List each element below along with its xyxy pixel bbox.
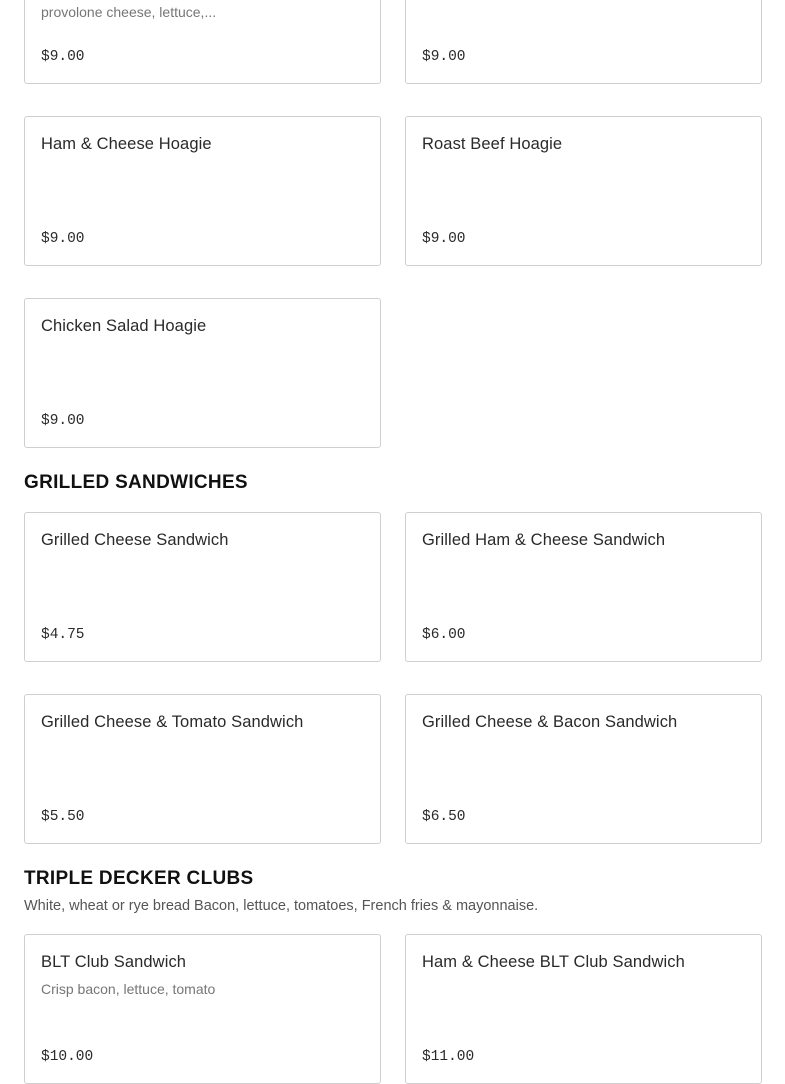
menu-item-price: $6.50	[422, 809, 466, 825]
menu-item-name: Chicken Salad Hoagie	[41, 317, 207, 335]
menu-item-price: $11.00	[422, 1049, 475, 1065]
menu-item-name: Grilled Ham & Cheese Sandwich	[422, 531, 666, 549]
menu-item-name: Roast Beef Hoagie	[422, 135, 563, 153]
menu-item-name: Ham & Cheese BLT Club Sandwich	[422, 953, 685, 971]
menu-item-card[interactable]	[405, 0, 762, 84]
menu-item-price: $6.00	[422, 627, 466, 643]
menu-item-card[interactable]	[24, 694, 381, 844]
menu-item-card[interactable]	[24, 512, 381, 662]
menu-item-name: BLT Club Sandwich	[41, 953, 187, 971]
section-title-triple-decker-clubs: TRIPLE DECKER CLUBS	[24, 868, 254, 889]
menu-item-name: Grilled Cheese Sandwich	[41, 531, 229, 549]
menu-item-card[interactable]	[24, 298, 381, 448]
menu-item-name: Grilled Cheese & Bacon Sandwich	[422, 713, 678, 731]
menu-item-price: $10.00	[41, 1049, 94, 1065]
menu-item-price: $9.00	[422, 49, 466, 65]
menu-item-card[interactable]	[405, 694, 762, 844]
menu-item-name: Ham & Cheese Hoagie	[41, 135, 212, 153]
menu-item-price: $5.50	[41, 809, 85, 825]
menu-item-price: $9.00	[422, 231, 466, 247]
section-title-grilled-sandwiches: GRILLED SANDWICHES	[24, 472, 248, 493]
menu-item-description: provolone cheese, lettuce,...	[41, 4, 217, 20]
menu-item-price: $9.00	[41, 413, 85, 429]
menu-item-card[interactable]	[405, 512, 762, 662]
menu-item-price: $4.75	[41, 627, 85, 643]
menu-item-description: Crisp bacon, lettuce, tomato	[41, 981, 216, 997]
menu-item-card[interactable]	[405, 116, 762, 266]
menu-item-card[interactable]	[24, 0, 381, 84]
section-description: White, wheat or rye bread Bacon, lettuce, tomatoes, French fries & mayonnaise.	[24, 898, 539, 914]
menu-item-price: $9.00	[41, 231, 85, 247]
menu-item-card[interactable]	[405, 934, 762, 1084]
menu-item-card[interactable]	[24, 934, 381, 1084]
menu-item-price: $9.00	[41, 49, 85, 65]
menu-item-card[interactable]	[24, 116, 381, 266]
menu-item-name: Grilled Cheese & Tomato Sandwich	[41, 713, 304, 731]
